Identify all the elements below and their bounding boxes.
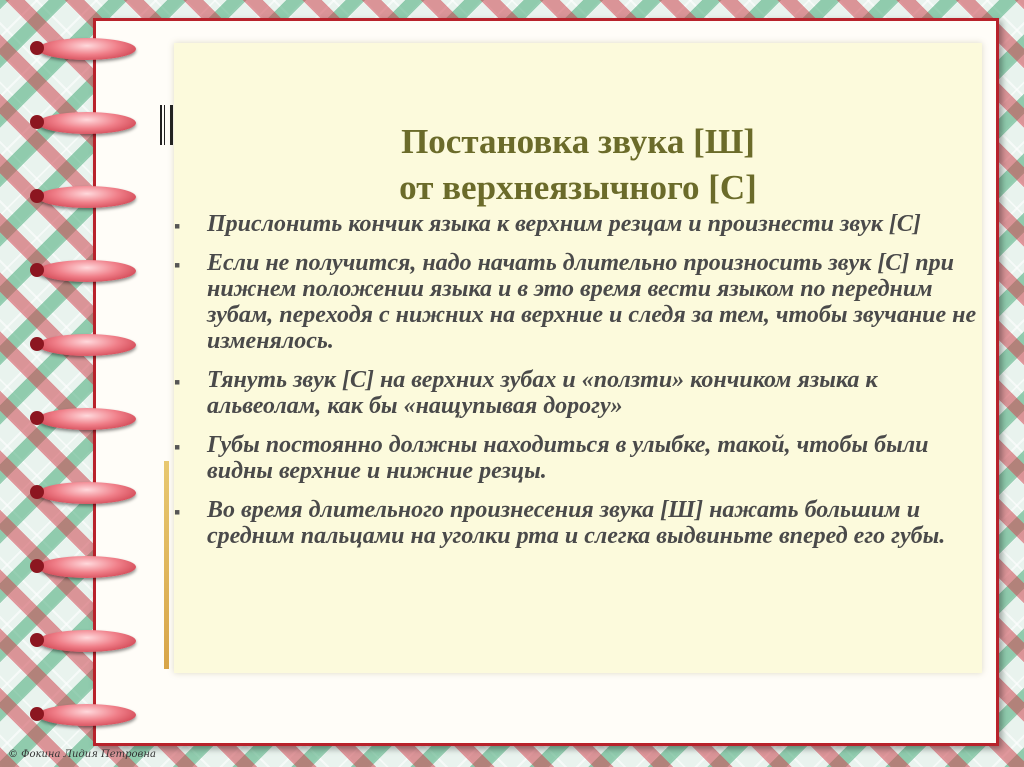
list-item-text: Губы постоянно должны находиться в улыбке, такой, чтобы были видны верхние и нижние резцы. (207, 432, 929, 484)
decorative-bars (160, 105, 173, 145)
binder-ring-icon (38, 334, 136, 356)
bullet-icon: ▪ (174, 216, 181, 236)
binder-ring-icon (38, 630, 136, 652)
binder-ring-icon (38, 186, 136, 208)
title-line-2: от верхнеязычного [С] (399, 168, 757, 207)
bullet-icon: ▪ (174, 502, 181, 522)
list-item-text: Во время длительного произнесения звука [Ш] нажать большим и средним пальцами на уголки рта и слегка выдвиньте вперед его губы. (207, 497, 946, 549)
binder-ring-icon (38, 38, 136, 60)
list-item (174, 211, 982, 237)
list-item (174, 432, 982, 484)
decorative-side-line (164, 461, 169, 669)
title-line-1: Постановка звука [Ш] (401, 122, 755, 161)
binder-ring-icon (38, 260, 136, 282)
slide-title (174, 119, 982, 211)
list-item (174, 367, 982, 419)
notebook-page (93, 18, 999, 746)
list-item-text: Тянуть звук [С] на верхних зубах и «ползти» кончиком языка к альвеолам, как бы «нащупывая дорогу» (207, 367, 878, 419)
binder-ring-icon (38, 556, 136, 578)
binder-ring-icon (38, 408, 136, 430)
list-item-text: Прислонить кончик языка к верхним резцам и произнести звук [С] (207, 211, 921, 237)
list-item (174, 497, 982, 549)
bullet-icon: ▪ (174, 437, 181, 457)
list-item-text: Если не получится, надо начать длительно произносить звук [С] при нижнем положении языка и в это время вести языком по передним зубам, переходя с нижних на верхние и следя за тем, чтобы звучание не изменялось. (207, 250, 977, 354)
copyright-text: © Фокина Лидия Петровна (8, 749, 156, 760)
binder-ring-icon (38, 112, 136, 134)
binder-ring-icon (38, 482, 136, 504)
binder-ring-icon (38, 704, 136, 726)
instruction-list (174, 211, 982, 562)
list-item (174, 250, 982, 354)
bullet-icon: ▪ (174, 372, 181, 392)
bullet-icon: ▪ (174, 255, 181, 275)
